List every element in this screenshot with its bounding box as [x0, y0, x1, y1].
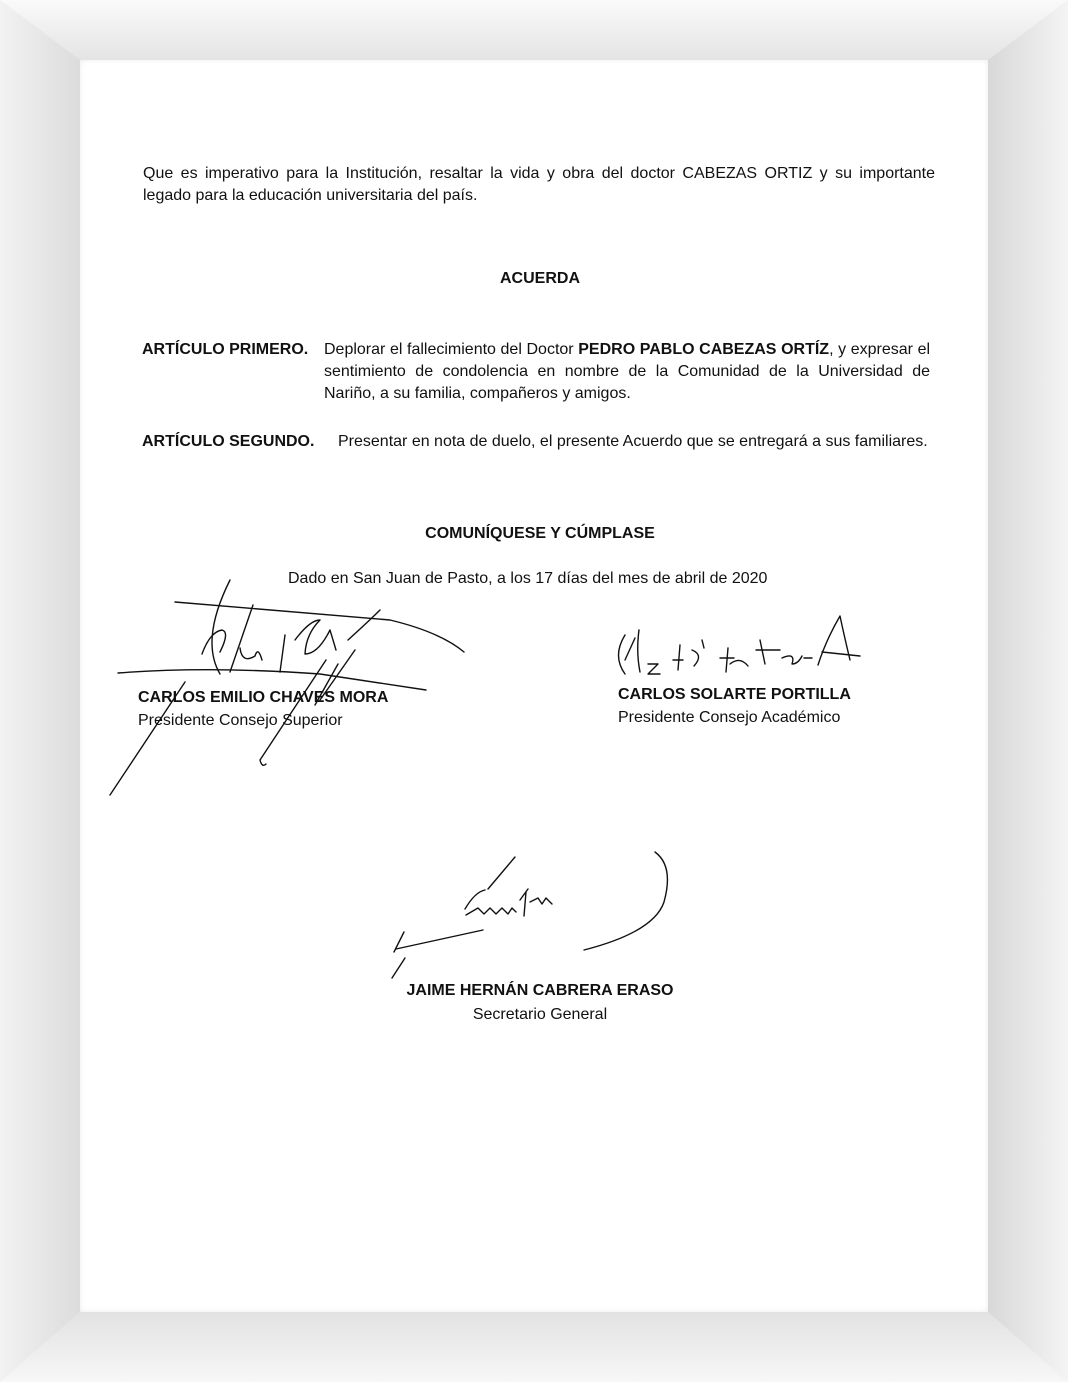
- signatory-1-title: Presidente Consejo Superior: [138, 712, 343, 729]
- signature-3-image: [80, 60, 988, 1312]
- articulo-primero-name: PEDRO PABLO CABEZAS ORTÍZ: [578, 341, 830, 358]
- frame-left-edge: [0, 0, 80, 1382]
- articulo-primero-text-start: Deplorar el fallecimiento del Doctor: [324, 341, 574, 358]
- frame-top-edge: [0, 0, 1068, 60]
- signatory-2-title: Presidente Consejo Académico: [618, 709, 841, 726]
- signatory-3-name: JAIME HERNÁN CABRERA ERASO: [406, 982, 674, 999]
- frame-right-edge: [988, 0, 1068, 1382]
- articulo-primero-text-end: , y expresar el sentimiento de condolencia en nombre de la Comunidad de la Universidad de Nariño, a su familia, compañeros y amigos.: [324, 341, 931, 402]
- frame-bottom-edge: [0, 1312, 1068, 1382]
- intro-paragraph: Que es imperativo para la Institución, resaltar la vida y obra del doctor CABEZAS ORTIZ y su importante legado para la educación universitaria del país.: [143, 165, 935, 204]
- acuerda-heading: ACUERDA: [500, 270, 580, 287]
- articulo-primero-label: ARTÍCULO PRIMERO.: [142, 341, 309, 358]
- date-line: Dado en San Juan de Pasto, a los 17 días del mes de abril de 2020: [288, 570, 768, 587]
- signatory-3-title: Secretario General: [472, 1006, 608, 1023]
- articulo-segundo-label: ARTÍCULO SEGUNDO.: [142, 433, 315, 450]
- signatory-1-name: CARLOS EMILIO CHAVES MORA: [138, 689, 389, 706]
- articulo-segundo-text: Presentar en nota de duelo, el presente Acuerdo que se entregará a sus familiares.: [338, 433, 928, 450]
- closing-heading: COMUNÍQUESE Y CÚMPLASE: [425, 525, 655, 542]
- signatory-2-name: CARLOS SOLARTE PORTILLA: [618, 686, 851, 703]
- document-page: [80, 60, 988, 1312]
